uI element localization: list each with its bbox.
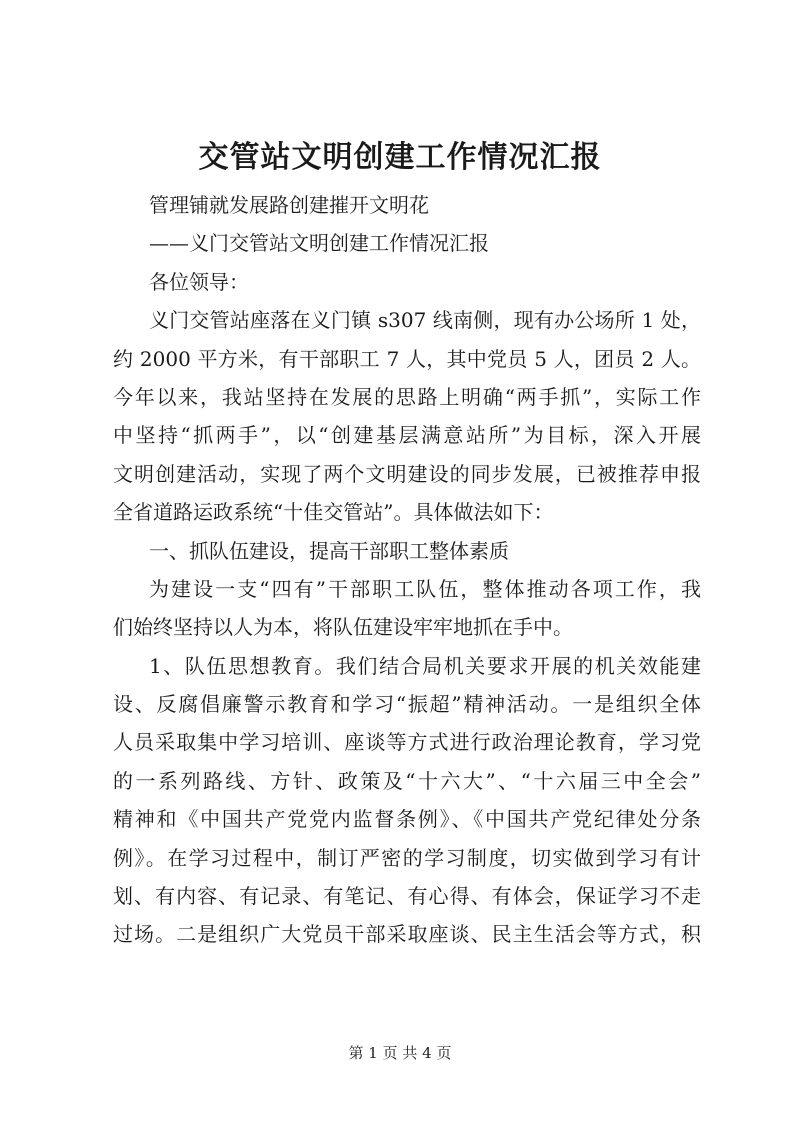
paragraph-line: 们始终坚持以人为本，将队伍建设牢牢地抓在手中。	[113, 615, 573, 640]
paragraph-line: 中坚持“抓两手”，以“创建基层满意站所”为目标，深入开展	[113, 423, 701, 448]
paragraph-line: 文明创建活动，实现了两个文明建设的同步发展，已被推荐申报	[113, 461, 701, 486]
paragraph-line: 的一系列路线、方针、政策及“十六大”、“十六届三中全会”	[113, 768, 701, 793]
paragraph-line: 精神和《中国共产党党内监督条例》、《中国共产党纪律处分条	[113, 807, 701, 832]
document-title: 交管站文明创建工作情况汇报	[198, 140, 602, 175]
subtitle-line: ——义门交管站文明创建工作情况汇报	[149, 231, 489, 256]
paragraph-line: 1、队伍思想教育。我们结合局机关要求开展的机关效能建	[149, 653, 701, 678]
page-footer: 第 1 页 共 4 页	[348, 1044, 452, 1062]
paragraph-line: 为建设一支“四有”干部职工队伍，整体推动各项工作，我	[149, 576, 701, 601]
paragraph-line: 约 2000 平方米，有干部职工 7 人，其中党员 5 人，团员 2 人。	[113, 346, 701, 371]
subtitle-line: 管理铺就发展路创建摧开文明花	[149, 193, 429, 217]
section-heading: 一、抓队伍建设，提高干部职工整体素质	[149, 538, 509, 563]
paragraph-line: 例》。在学习过程中，制订严密的学习制度，切实做到学习有计	[113, 845, 701, 870]
paragraph-line: 全省道路运政系统“十佳交管站”。具体做法如下：	[113, 500, 554, 525]
paragraph-line: 今年以来，我站坚持在发展的思路上明确“两手抓”，实际工作	[113, 384, 701, 409]
document-body	[113, 186, 701, 954]
paragraph-line: 人员采取集中学习培训、座谈等方式进行政治理论教育，学习党	[113, 730, 701, 755]
paragraph-line: 划、有内容、有记录、有笔记、有心得、有体会，保证学习不走	[113, 884, 701, 909]
salutation-line: 各位领导：	[149, 269, 249, 294]
paragraph-line: 过场。二是组织广大党员干部采取座谈、民主生活会等方式，积	[113, 922, 701, 947]
paragraph-line: 设、反腐倡廉警示教育和学习“振超”精神活动。一是组织全体	[113, 692, 701, 717]
paragraph-line: 义门交管站座落在义门镇 s307 线南侧，现有办公场所 1 处，	[149, 308, 701, 333]
